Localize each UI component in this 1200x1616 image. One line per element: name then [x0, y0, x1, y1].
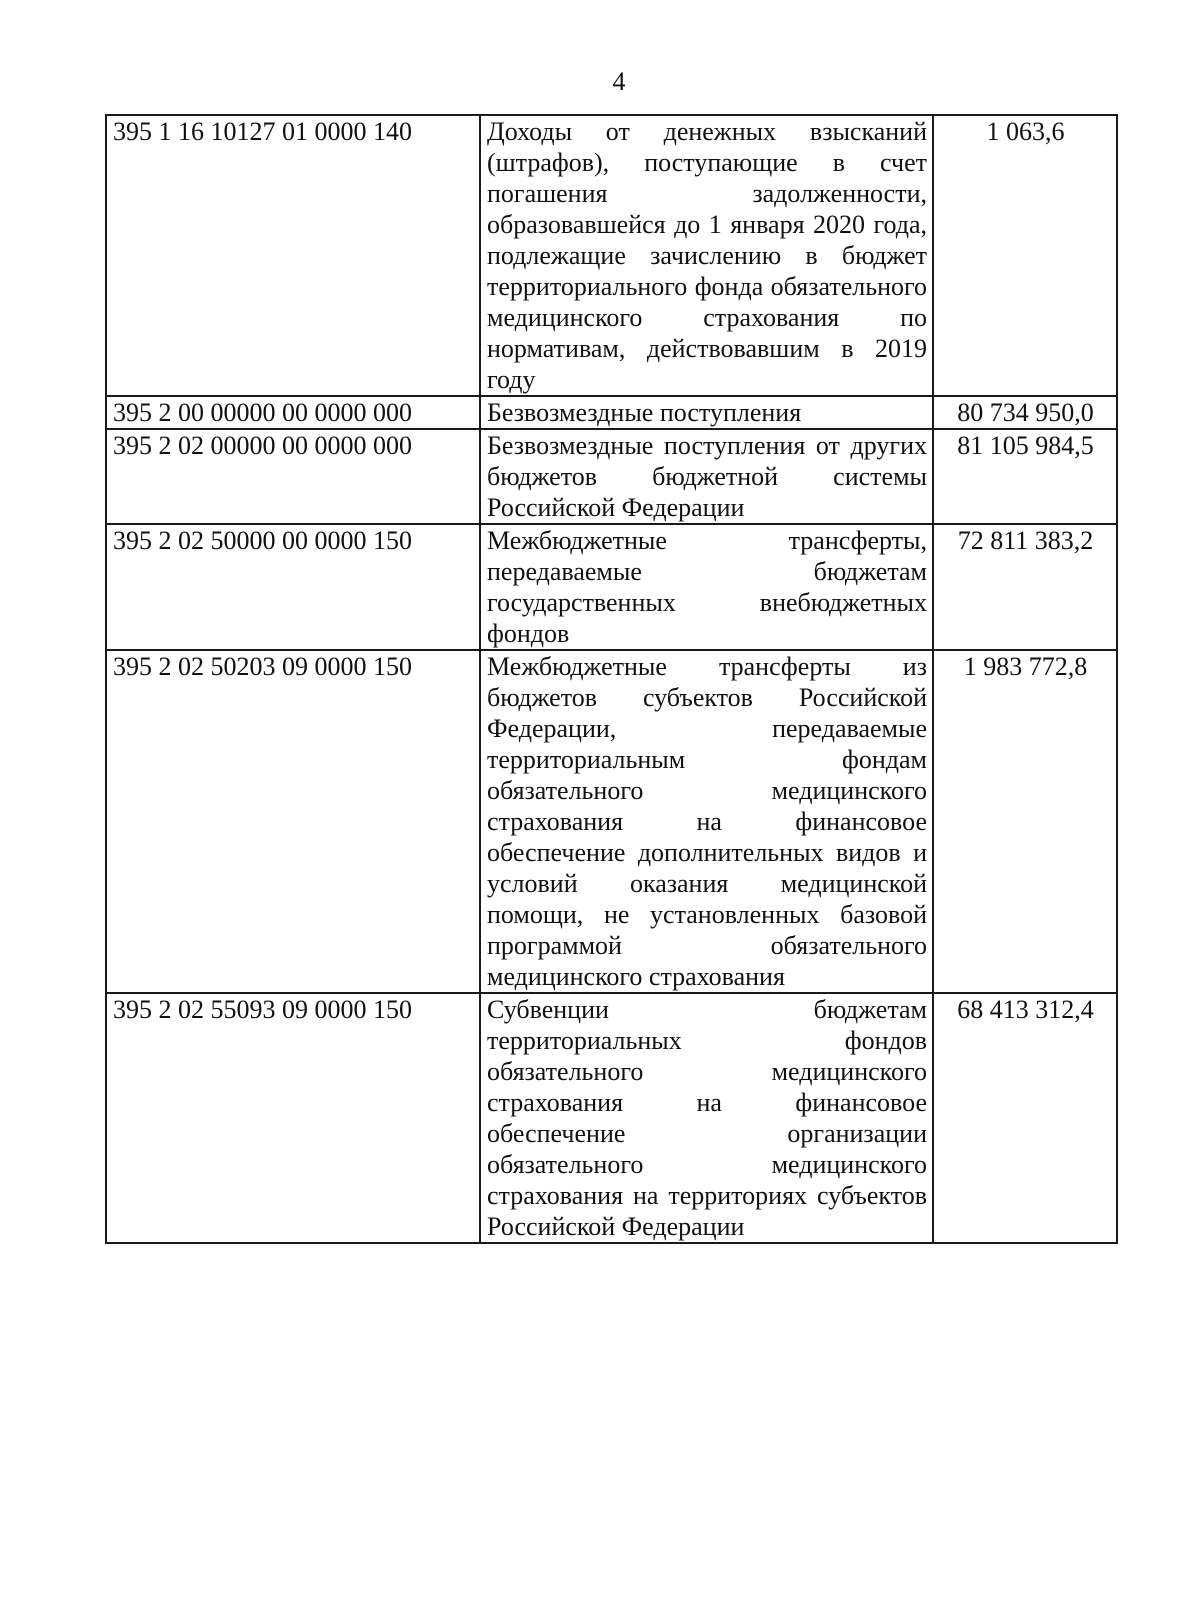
table-row	[106, 429, 1117, 524]
revenue-amount: 81 105 984,5	[933, 429, 1117, 524]
budget-classification-code: 395 1 16 10127 01 0000 140	[106, 115, 480, 396]
revenue-name: Межбюджетные трансферты, передаваемые бюджетам государственных внебюджетных фондов	[480, 524, 933, 650]
budget-revenue-table	[105, 114, 1118, 1244]
budget-classification-code: 395 2 02 00000 00 0000 000	[106, 429, 480, 524]
budget-classification-code: 395 2 02 55093 09 0000 150	[106, 993, 480, 1243]
table-row	[106, 650, 1117, 993]
table-row	[106, 524, 1117, 650]
revenue-amount: 68 413 312,4	[933, 993, 1117, 1243]
revenue-name: Межбюджетные трансферты из бюджетов субъектов Российской Федерации, передаваемые территориальным фондам обязательного медицинского страхования на финансовое обеспечение дополнительных видов и условий оказания медицинской помощи, не установленных базовой программой обязательного медицинского страхования	[480, 650, 933, 993]
revenue-name: Субвенции бюджетам территориальных фондов обязательного медицинского страхования на финансовое обеспечение организации обязательного медицинского страхования на территориях субъектов Российской Федерации	[480, 993, 933, 1243]
table-row	[106, 396, 1117, 429]
revenue-amount: 1 063,6	[933, 115, 1117, 396]
revenue-amount: 1 983 772,8	[933, 650, 1117, 993]
table-row	[106, 115, 1117, 396]
revenue-amount: 72 811 383,2	[933, 524, 1117, 650]
budget-classification-code: 395 2 02 50203 09 0000 150	[106, 650, 480, 993]
revenue-name: Безвозмездные поступления от других бюджетов бюджетной системы Российской Федерации	[480, 429, 933, 524]
page-number: 4	[612, 67, 626, 96]
budget-classification-code: 395 2 02 50000 00 0000 150	[106, 524, 480, 650]
budget-classification-code: 395 2 00 00000 00 0000 000	[106, 396, 480, 429]
revenue-name: Безвозмездные поступления	[480, 396, 933, 429]
revenue-amount: 80 734 950,0	[933, 396, 1117, 429]
table-row	[106, 993, 1117, 1243]
revenue-name: Доходы от денежных взысканий (штрафов), поступающие в счет погашения задолженности, образовавшейся до 1 января 2020 года, подлежащие зачислению в бюджет территориального фонда обязательного медицинского страхования по нормативам, действовавшим в 2019 году	[480, 115, 933, 396]
